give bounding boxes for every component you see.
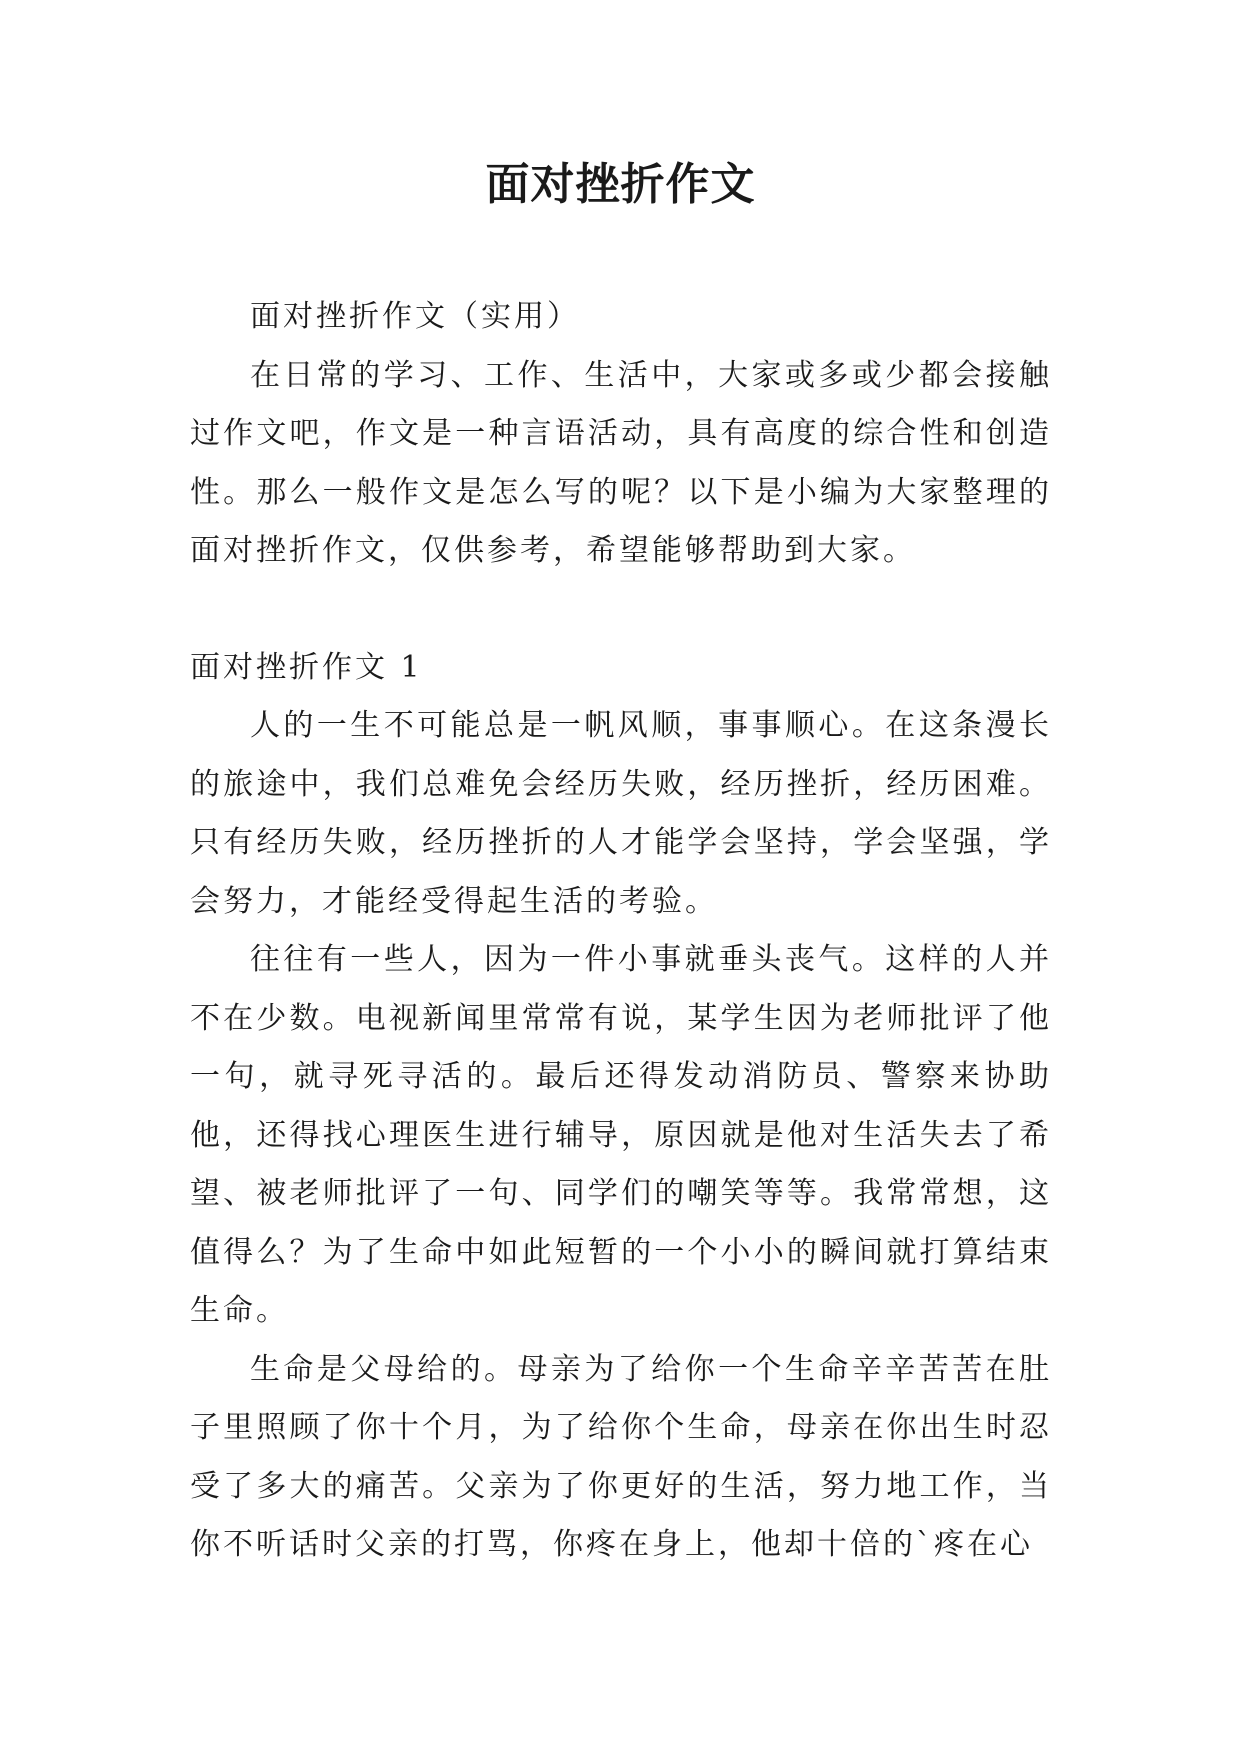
- section-heading: 面对挫折作文 1: [190, 649, 423, 685]
- section-gap: [190, 581, 1052, 639]
- paragraph-3: 生命是父母给的。母亲为了给你一个生命辛辛苦苦在肚子里照顾了你十个月，为了给你个生命，母亲在你出生时忍受了多大的痛苦。父亲为了你更好的生活，努力地工作，当你不听话时父亲的打骂，你疼在身上，他却十倍的`疼在心: [190, 1351, 1052, 1562]
- page-title: 面对挫折作文: [485, 159, 756, 210]
- document-body: [190, 288, 1052, 1575]
- intro-paragraph: 在日常的学习、工作、生活中，大家或多或少都会接触过作文吧，作文是一种言语活动，具有高度的综合性和创造性。那么一般作文是怎么写的呢？以下是小编为大家整理的面对挫折作文，仅供参考，希望能够帮助到大家。: [190, 357, 1052, 568]
- subtitle: 面对挫折作文（实用）: [250, 299, 580, 334]
- paragraph-2: 往往有一些人，因为一件小事就垂头丧气。这样的人并不在少数。电视新闻里常常有说，某学生因为老师批评了他一句，就寻死寻活的。最后还得发动消防员、警察来协助他，还得找心理医生进行辅导，原因就是他对生活失去了希望、被老师批评了一句、同学们的嘲笑等等。我常常想，这值得么？为了生命中如此短暂的一个小小的瞬间就打算结束生命。: [190, 942, 1052, 1328]
- paragraph-1: 人的一生不可能总是一帆风顺，事事顺心。在这条漫长的旅途中，我们总难免会经历失败，经历挫折，经历困难。只有经历失败，经历挫折的人才能学会坚持，学会坚强，学会努力，才能经受得起生活的考验。: [190, 708, 1052, 919]
